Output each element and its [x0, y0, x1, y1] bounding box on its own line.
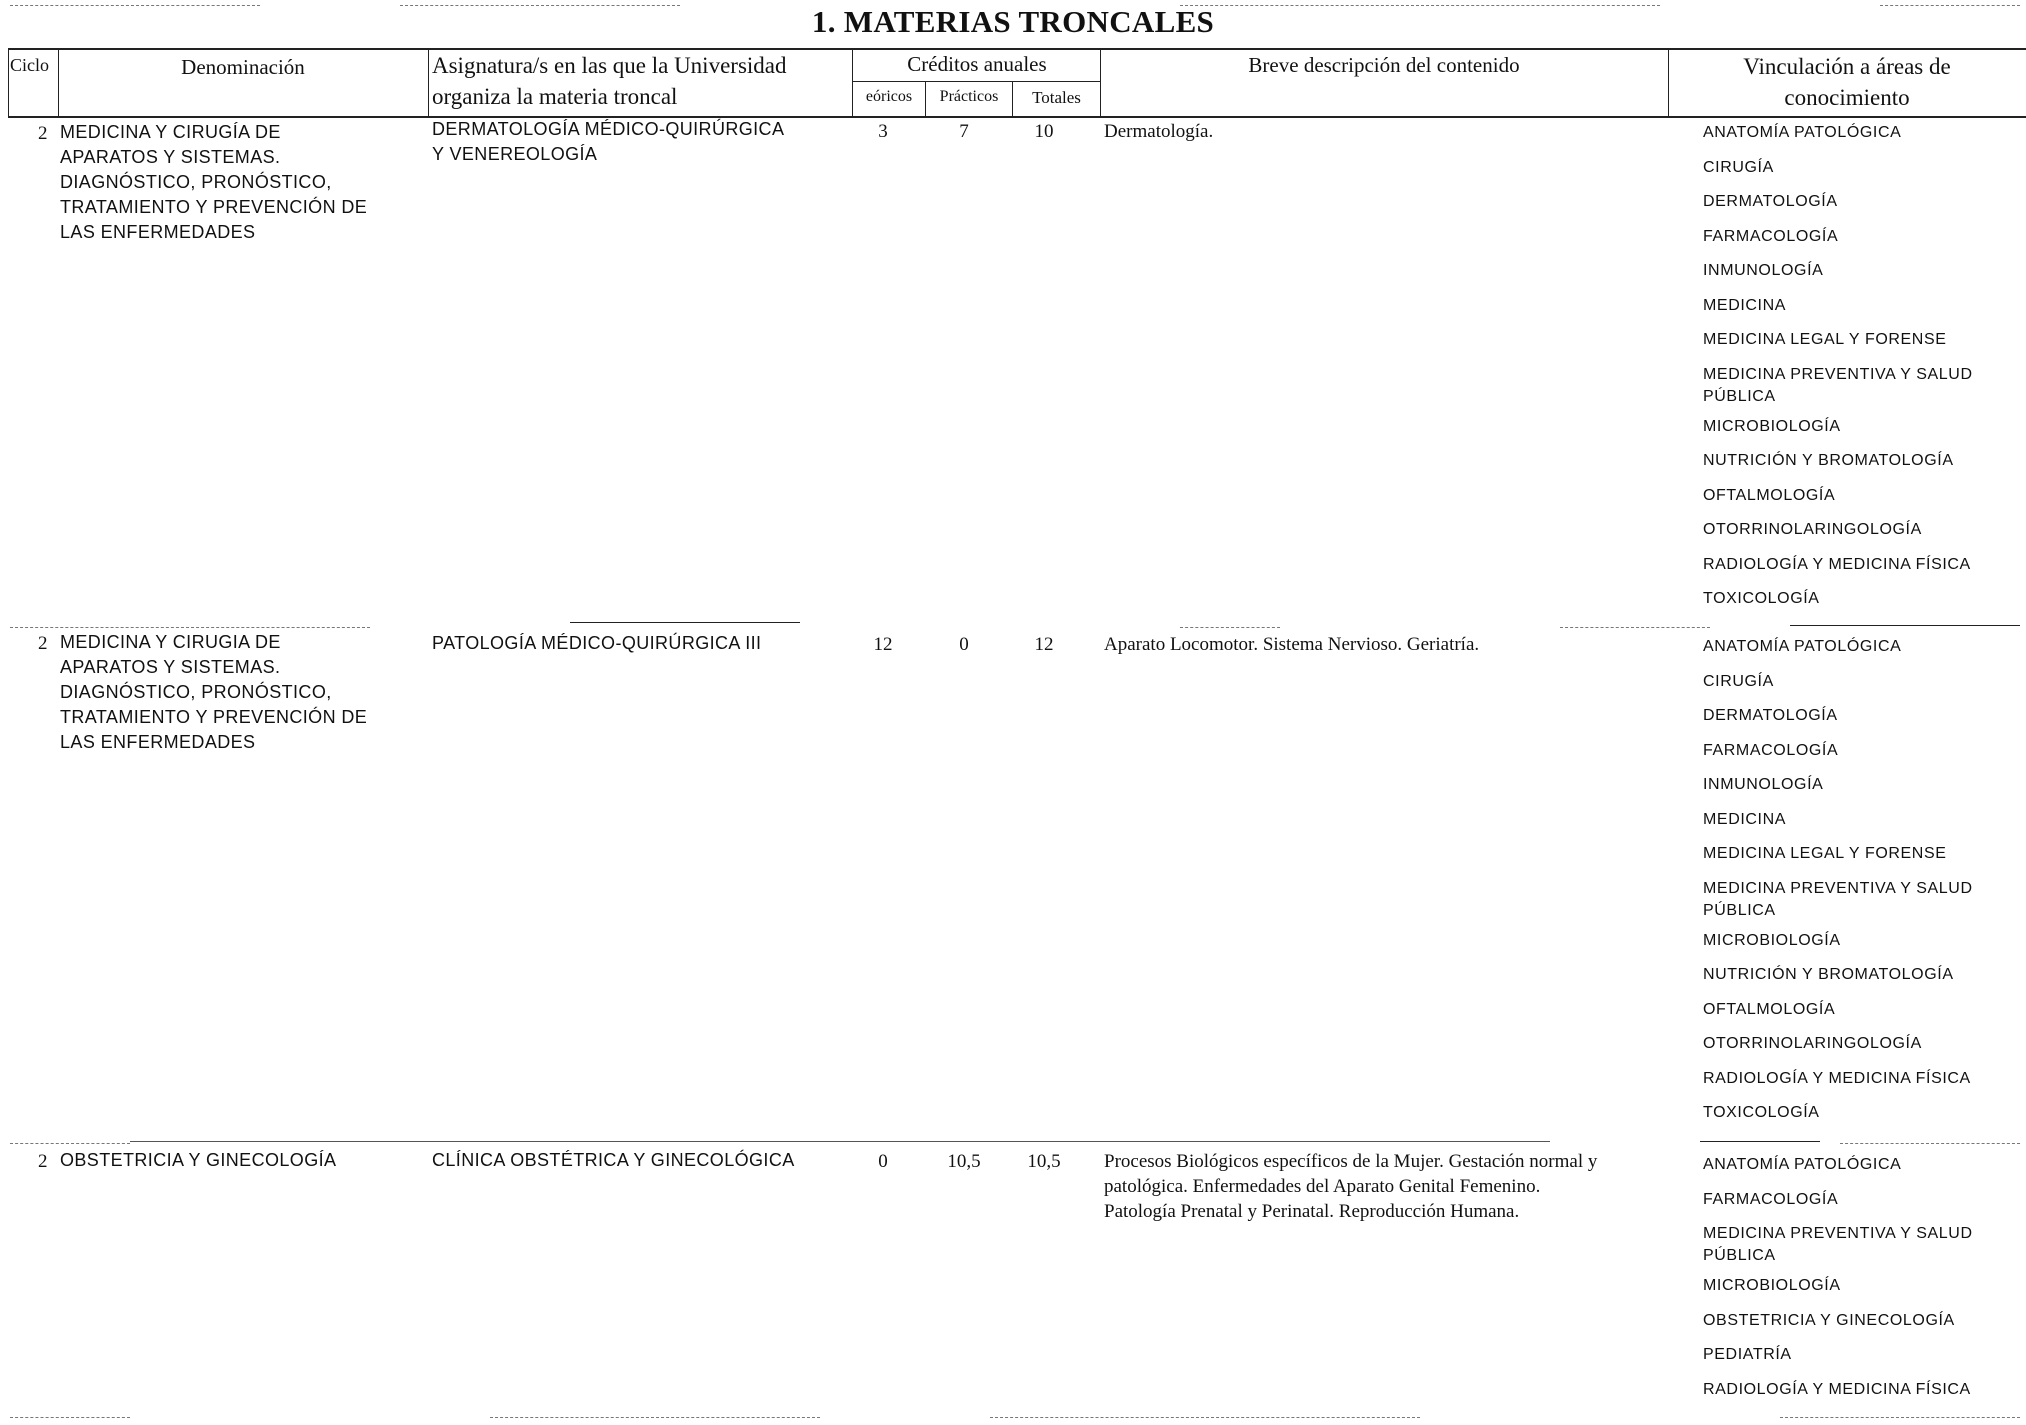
list-item: NUTRICIÓN Y BROMATOLOGÍA [1703, 966, 1954, 983]
text-line: LAS ENFERMEDADES [60, 222, 256, 242]
header-vinculacion-line2: conocimiento [1784, 85, 1910, 110]
row-descripcion [1104, 632, 1664, 657]
list-item: MICROBIOLOGÍA [1703, 931, 1841, 949]
text-line: CLÍNICA OBSTÉTRICA Y GINECOLÓGICA [432, 1150, 795, 1170]
list-item: PEDIATRÍA [1703, 1346, 1792, 1363]
list-item: CIRUGÍA [1703, 158, 1774, 176]
page-title: 1. MATERIAS TRONCALES [811, 4, 1215, 39]
header-ciclo: Ciclo [10, 55, 49, 75]
row-asignatura [432, 1148, 795, 1173]
row-totales: 12 [1034, 634, 1054, 655]
header-creditos: Créditos anuales [907, 52, 1047, 76]
list-item: OTORRINOLARINGOLOGÍA [1703, 1035, 1922, 1052]
list-item: OTORRINOLARINGOLOGÍA [1703, 521, 1922, 538]
header-denominacion: Denominación [181, 55, 305, 79]
header-teoricos: eóricos [865, 88, 913, 105]
scan-artifact [400, 5, 680, 6]
header-totales: Totales [1032, 88, 1081, 107]
list-item: MICROBIOLOGÍA [1703, 417, 1841, 435]
row-totales: 10 [1034, 121, 1054, 142]
scan-artifact [10, 5, 260, 6]
scan-artifact [490, 1417, 820, 1418]
row-ciclo: 2 [38, 1151, 48, 1172]
header-practicos: Prácticos [939, 88, 999, 105]
list-item: MEDICINA PREVENTIVA Y SALUD PÚBLICA [1703, 1225, 1973, 1264]
list-item: MEDICINA LEGAL Y FORENSE [1703, 331, 1947, 348]
scan-artifact [1880, 5, 2020, 6]
row-descripcion [1104, 119, 1664, 144]
row-teoricos: 12 [873, 634, 893, 655]
text-line: patológica. Enfermedades del Aparato Genital Femenino. [1104, 1176, 1541, 1197]
list-item: FARMACOLOGÍA [1703, 741, 1839, 759]
text-line: Y VENEREOLOGÍA [432, 144, 598, 164]
list-item: TOXICOLOGÍA [1703, 1104, 1820, 1121]
list-item: MEDICINA PREVENTIVA Y SALUD PÚBLICA [1703, 879, 1973, 919]
list-item: ANATOMÍA PATOLÓGICA [1703, 124, 1902, 141]
row-denominacion [60, 120, 367, 245]
scan-artifact [990, 1417, 1420, 1418]
list-item: RADIOLOGÍA Y MEDICINA FÍSICA [1703, 555, 1971, 573]
list-item: INMUNOLOGÍA [1703, 262, 1824, 279]
text-line: LAS ENFERMEDADES [60, 732, 256, 752]
list-item: CIRUGÍA [1703, 672, 1774, 690]
header-vinculacion-line1: Vinculación a áreas de [1743, 54, 1951, 79]
text-line: DERMATOLOGÍA MÉDICO-QUIRÚRGICA [432, 119, 785, 139]
text-line: TRATAMIENTO Y PREVENCIÓN DE [60, 197, 368, 217]
list-item: MEDICINA LEGAL Y FORENSE [1703, 845, 1947, 862]
list-item: MICROBIOLOGÍA [1703, 1277, 1841, 1294]
list-item: NUTRICIÓN Y BROMATOLOGÍA [1703, 452, 1954, 469]
row-separator [10, 627, 370, 628]
text-line: OBSTETRICIA Y GINECOLOGÍA [60, 1150, 337, 1170]
header-asignatura-line2: organiza la materia troncal [432, 84, 678, 109]
header-bottom-rule [8, 116, 2026, 118]
scan-artifact [10, 1417, 130, 1418]
text-line: DIAGNÓSTICO, PRONÓSTICO, [60, 172, 332, 192]
col-divider [428, 48, 429, 116]
list-item: ANATOMÍA PATOLÓGICA [1703, 1156, 1902, 1173]
list-item: FARMACOLOGÍA [1703, 1190, 1839, 1208]
list-item: MEDICINA PREVENTIVA Y SALUD PÚBLICA [1703, 365, 1973, 405]
list-item: MEDICINA [1703, 296, 1787, 314]
row-descripcion [1104, 1149, 1666, 1224]
list-item: DERMATOLOGÍA [1703, 707, 1838, 724]
row-separator [570, 622, 800, 623]
list-item: DERMATOLOGÍA [1703, 193, 1838, 210]
list-item: RADIOLOGÍA Y MEDICINA FÍSICA [1703, 1069, 1971, 1087]
row-asignatura [432, 117, 784, 167]
row-denominacion [60, 1148, 336, 1173]
row-separator [1700, 1141, 1820, 1142]
list-item: OFTALMOLOGÍA [1703, 1000, 1836, 1018]
row-separator [130, 1141, 1550, 1142]
row-separator [10, 1143, 130, 1144]
row-denominacion [60, 630, 367, 755]
row-separator [1840, 1143, 2020, 1144]
row-separator [1180, 627, 1280, 628]
text-line: Procesos Biológicos específicos de la Mujer. Gestación normal y [1104, 1151, 1598, 1172]
row-practicos: 7 [959, 121, 969, 142]
list-item: INMUNOLOGÍA [1703, 776, 1824, 793]
text-line: MEDICINA Y CIRUGIA DE [60, 632, 281, 652]
list-item: RADIOLOGÍA Y MEDICINA FÍSICA [1703, 1380, 1971, 1398]
list-item: FARMACOLOGÍA [1703, 227, 1839, 245]
header-descripcion: Breve descripción del contenido [1248, 53, 1520, 77]
creditos-sub-rule [853, 81, 1101, 82]
text-line: PATOLOGÍA MÉDICO-QUIRÚRGICA III [432, 633, 762, 653]
list-item: OBSTETRICIA Y GINECOLOGÍA [1703, 1311, 1955, 1329]
row-separator [1790, 625, 2020, 626]
text-line: DIAGNÓSTICO, PRONÓSTICO, [60, 682, 332, 702]
scan-artifact [1780, 1417, 2020, 1418]
list-item: OFTALMOLOGÍA [1703, 486, 1836, 504]
text-line: TRATAMIENTO Y PREVENCIÓN DE [60, 707, 368, 727]
row-teoricos: 3 [878, 121, 888, 142]
list-item: TOXICOLOGÍA [1703, 590, 1820, 607]
text-line: Aparato Locomotor. Sistema Nervioso. Geriatría. [1104, 634, 1480, 655]
col-divider [8, 48, 9, 116]
row-practicos: 10,5 [947, 1151, 981, 1172]
text-line: MEDICINA Y CIRUGÍA DE [60, 122, 281, 142]
row-asignatura [432, 631, 761, 656]
row-ciclo: 2 [38, 123, 48, 144]
text-line: Dermatología. [1104, 121, 1214, 142]
text-line: APARATOS Y SISTEMAS. [60, 657, 281, 677]
row-practicos: 0 [959, 634, 969, 655]
list-item: MEDICINA [1703, 810, 1787, 828]
row-ciclo: 2 [38, 633, 48, 654]
row-totales: 10,5 [1027, 1151, 1061, 1172]
scan-artifact [1180, 5, 1660, 6]
row-areas [1703, 1154, 2013, 1403]
text-line: APARATOS Y SISTEMAS. [60, 147, 281, 167]
text-line: Patología Prenatal y Perinatal. Reproducción Humana. [1104, 1201, 1520, 1222]
list-item: ANATOMÍA PATOLÓGICA [1703, 638, 1902, 655]
header-asignatura-line1: Asignatura/s en las que la Universidad [432, 53, 787, 78]
row-areas [1703, 122, 2013, 612]
row-separator [1560, 627, 1710, 628]
row-areas [1703, 636, 2013, 1126]
row-teoricos: 0 [878, 1151, 888, 1172]
